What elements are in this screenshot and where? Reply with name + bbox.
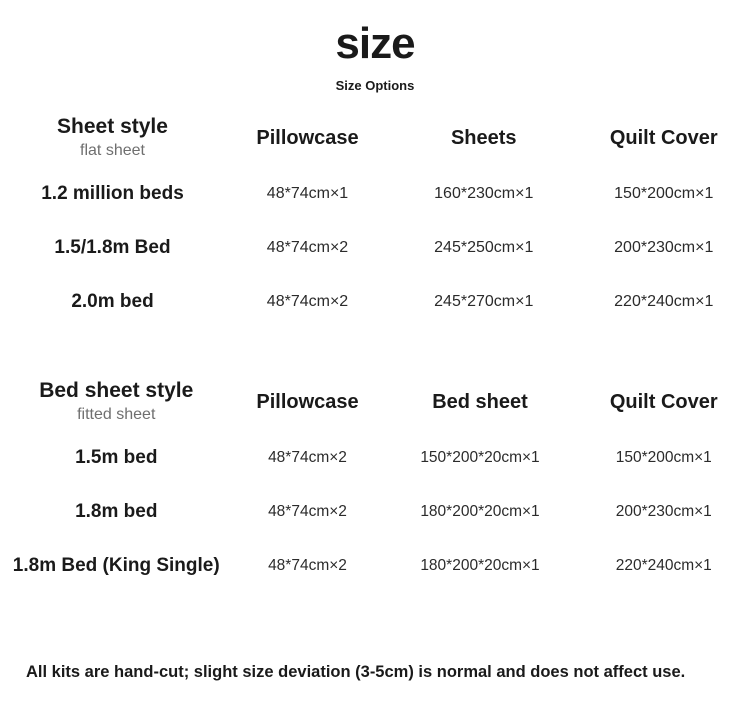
cell-pillowcase: 48*74cm×2 xyxy=(268,557,347,574)
column-header-bed-sheet: Bed sheet xyxy=(432,390,528,413)
table-row xyxy=(0,539,750,593)
cell-quilt: 150*200cm×1 xyxy=(614,185,714,202)
fitted-sheet-section xyxy=(0,373,750,593)
cell-pillowcase: 48*74cm×2 xyxy=(268,503,347,520)
page-subtitle: Size Options xyxy=(335,78,415,93)
column-header-pillowcase: Pillowcase xyxy=(256,390,359,413)
cell-sheet: 245*250cm×1 xyxy=(434,239,534,256)
style-title: Bed sheet style xyxy=(39,378,194,402)
style-subtitle: flat sheet xyxy=(80,141,145,159)
row-label: 1.8m bed xyxy=(75,501,158,522)
cell-quilt: 220*240cm×1 xyxy=(614,293,714,310)
column-header-quilt-cover: Quilt Cover xyxy=(609,126,718,149)
table-row xyxy=(0,167,750,221)
row-label: 2.0m bed xyxy=(71,291,154,312)
cell-sheet: 245*270cm×1 xyxy=(434,293,534,310)
cell-sheet: 150*200*20cm×1 xyxy=(420,449,540,466)
header xyxy=(0,0,750,93)
page-title: size xyxy=(335,19,415,68)
row-label: 1.2 million beds xyxy=(41,183,184,204)
row-label: 1.5/1.8m Bed xyxy=(54,237,171,258)
cell-quilt: 150*200cm×1 xyxy=(615,449,712,466)
cell-pillowcase: 48*74cm×2 xyxy=(268,449,347,466)
flat-sheet-section xyxy=(0,109,750,329)
column-header-pillowcase: Pillowcase xyxy=(256,126,359,149)
column-header-sheets: Sheets xyxy=(450,126,517,149)
cell-pillowcase: 48*74cm×2 xyxy=(266,293,349,310)
table-row xyxy=(0,485,750,539)
fitted-sheet-table xyxy=(0,373,750,593)
table-row xyxy=(0,275,750,329)
table-header-row xyxy=(0,109,750,167)
style-title: Sheet style xyxy=(57,114,168,138)
cell-sheet: 160*230cm×1 xyxy=(434,185,534,202)
table-header-row xyxy=(0,373,750,431)
cell-quilt: 220*240cm×1 xyxy=(615,557,712,574)
cell-pillowcase: 48*74cm×1 xyxy=(266,185,349,202)
row-label: 1.8m Bed (King Single) xyxy=(12,555,220,576)
cell-pillowcase: 48*74cm×2 xyxy=(266,239,349,256)
flat-sheet-table xyxy=(0,109,750,329)
column-header-quilt-cover: Quilt Cover xyxy=(609,390,718,413)
cell-quilt: 200*230cm×1 xyxy=(614,239,714,256)
cell-sheet: 180*200*20cm×1 xyxy=(420,557,540,574)
cell-sheet: 180*200*20cm×1 xyxy=(420,503,540,520)
row-label: 1.5m bed xyxy=(75,447,158,468)
style-header-cell xyxy=(0,109,225,167)
style-header-cell xyxy=(0,373,233,431)
cell-quilt: 200*230cm×1 xyxy=(615,503,712,520)
style-subtitle: fitted sheet xyxy=(77,405,156,423)
table-row xyxy=(0,431,750,485)
table-row xyxy=(0,221,750,275)
disclaimer-note: All kits are hand-cut; slight size deviation (3-5cm) is normal and does not affect use. xyxy=(26,663,686,682)
